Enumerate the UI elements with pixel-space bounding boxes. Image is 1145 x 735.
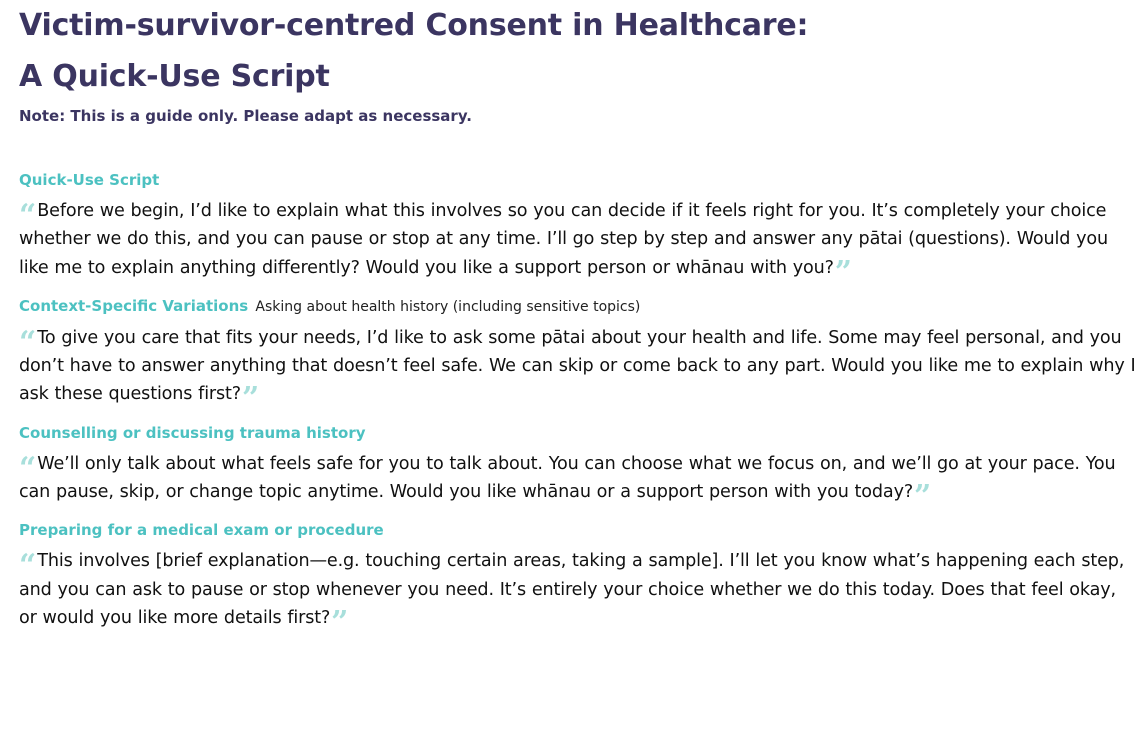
section-heading — [19, 296, 1137, 317]
open-quote-icon: “ — [19, 324, 35, 360]
section-heading-text: Preparing for a medical exam or procedure — [19, 521, 384, 540]
section-heading — [19, 423, 1137, 443]
section-subheading: Asking about health history (including sensitive topics) — [255, 298, 641, 315]
section-heading — [19, 520, 1137, 540]
open-quote-icon: “ — [19, 548, 35, 584]
section-counselling-trauma-history — [19, 423, 1137, 515]
document-page — [19, 0, 1137, 640]
script-quote-text: This involves [brief explanation—e.g. touching certain areas, taking a sample]. I’ll let you know what’s happening each step, and you can ask to pause or stop whenever you need. It’s entirely your choice whether we do this today. Does that feel okay, or would you like more details first? — [19, 551, 1125, 628]
script-quote — [19, 324, 1137, 417]
guide-note: Note: This is a guide only. Please adapt as necessary. — [19, 107, 472, 125]
section-context-specific-variations — [19, 296, 1137, 417]
page-title — [19, 0, 1137, 102]
section-heading-text: Context-Specific Variations — [19, 296, 249, 315]
script-quote — [19, 450, 1137, 515]
close-quote-icon: ” — [834, 254, 851, 290]
page-title-line-2: A Quick-Use Script — [19, 59, 330, 94]
page-title-line-1: Victim-survivor-centred Consent in Healthcare: — [19, 8, 809, 43]
section-heading-text: Counselling or discussing trauma history — [19, 423, 366, 442]
section-heading — [19, 170, 1137, 190]
section-heading-text: Quick-Use Script — [19, 171, 160, 189]
script-quote — [19, 547, 1137, 640]
open-quote-icon: “ — [19, 450, 35, 486]
open-quote-icon: “ — [19, 198, 35, 233]
script-quote-text: Before we begin, I’d like to explain what this involves so you can decide if it feels right for you. It’s completely your choice whether we do this, and you can pause or stop at any time. I’ll go step by step and answer any pātai (questions). Would you like me to explain anything differently? Would you like a support person or whānau with you? — [19, 201, 1109, 278]
close-quote-icon: ” — [914, 479, 930, 515]
script-quote-text: We’ll only talk about what feels safe for you to talk about. You can choose what we focus on, and we’ll go at your pace. You can pause, skip, or change topic anytime. Would you like whānau or a support person with you today? — [19, 453, 1116, 503]
script-quote-text: To give you care that fits your needs, I’d like to ask some pātai about your health and life. Some may feel personal, and you don’t have to answer anything that doesn’t feel safe. We can skip or come back to any part. Would you like me to explain why I ask these questions first? — [19, 327, 1136, 405]
section-medical-exam-procedure — [19, 520, 1137, 640]
close-quote-icon: ” — [241, 381, 258, 417]
script-quote — [19, 197, 1137, 290]
close-quote-icon: ” — [331, 604, 347, 640]
section-quick-use-script — [19, 170, 1137, 290]
